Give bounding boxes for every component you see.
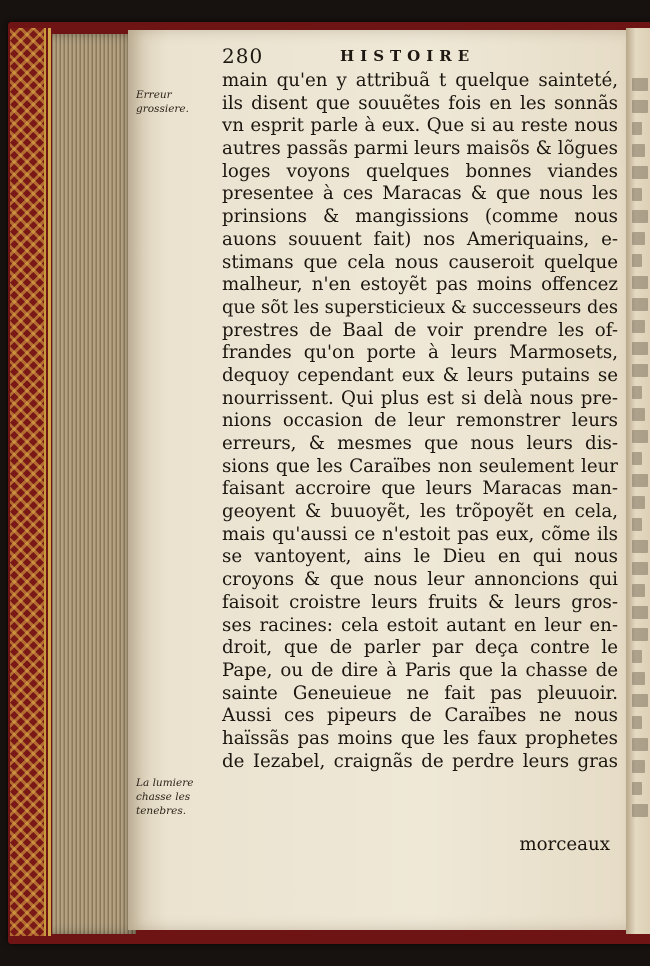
text-line: erreurs, & mesmes que nous leurs dis-	[222, 433, 618, 454]
text-line: prinsions & mangissions (comme nous	[222, 206, 618, 228]
text-line: croyons & que nous leur annoncions qui	[222, 569, 618, 591]
text-line: autres passãs parmi leurs maisõs & lõgues	[222, 138, 618, 160]
page-fore-edge	[52, 34, 136, 934]
text-line: mais qu'aussi ce n'estoit pas eux, cõme ils	[222, 523, 618, 545]
marginal-note: La lumiere chasse les tenebres.	[136, 777, 194, 817]
text-line: faisant accroire que leurs Maracas man-	[222, 478, 618, 500]
text-line: vn esprit parle à eux. Que si au reste nous	[222, 115, 618, 137]
text-line: Pape, ou de dire à Paris que la chasse de	[222, 659, 618, 681]
text-line: sainte Geneuieue ne fait pas pleuuoir.	[222, 682, 618, 704]
marginal-note: Erreur grossiere.	[136, 89, 189, 115]
text-line: auons souuent fait) nos Ameriquains, e-	[222, 228, 618, 250]
text-line: haïssãs pas moins que les faux prophetes	[222, 727, 618, 749]
text-line: de Iezabel, craignãs de perdre leurs gras	[222, 750, 618, 772]
catchword: morceaux	[519, 834, 610, 855]
text-line: droit, que de parler par deça contre le	[222, 637, 618, 659]
gilt-tooled-spine-edge	[10, 28, 46, 936]
text-line: loges voyons quelques bonnes viandes	[222, 160, 618, 182]
text-line: que sõt les supersticieux & successeurs des	[222, 296, 618, 318]
text-line: nions occasion de leur remonstrer leurs	[222, 410, 618, 432]
text-line: faisoit croistre leurs fruits & leurs gros-	[222, 591, 618, 613]
gilt-rule	[48, 28, 51, 936]
text-line: ses racines: cela estoit autant en leur en-	[222, 614, 618, 636]
text-line: main qu'en y attribuã t quelque sainteté,	[222, 70, 618, 91]
text-line: Aussi ces pipeurs de Caraïbes ne nous	[222, 705, 618, 727]
facing-page-edge	[626, 28, 650, 934]
text-line: presentee à ces Maracas & que nous les	[222, 183, 618, 205]
text-line: dequoy cependant eux & leurs putains se	[222, 364, 618, 386]
show-through-text	[632, 78, 648, 817]
running-title: HISTOIRE	[340, 47, 476, 65]
body-text	[222, 70, 618, 773]
text-line: nourrissent. Qui plus est si delà nous pre-	[222, 387, 618, 409]
text-line: geoyent & buuoyẽt, les trõpoyẽt en cela,	[222, 501, 618, 523]
text-line: stimans que cela nous causeroit quelque	[222, 251, 618, 273]
text-line: malheur, n'en estoyẽt pas moins offencez	[222, 274, 618, 296]
text-line: se vantoyent, ains le Dieu en qui nous	[222, 546, 618, 568]
text-line: sions que les Caraïbes non seulement leur	[222, 455, 618, 477]
text-line: prestres de Baal de voir prendre les of-	[222, 319, 618, 341]
text-line: ils disent que souuẽtes fois en les sonnãs	[222, 92, 618, 114]
page-number: 280	[222, 44, 264, 68]
running-head	[222, 44, 512, 68]
text-line: frandes qu'on porte à leurs Marmosets,	[222, 342, 618, 364]
